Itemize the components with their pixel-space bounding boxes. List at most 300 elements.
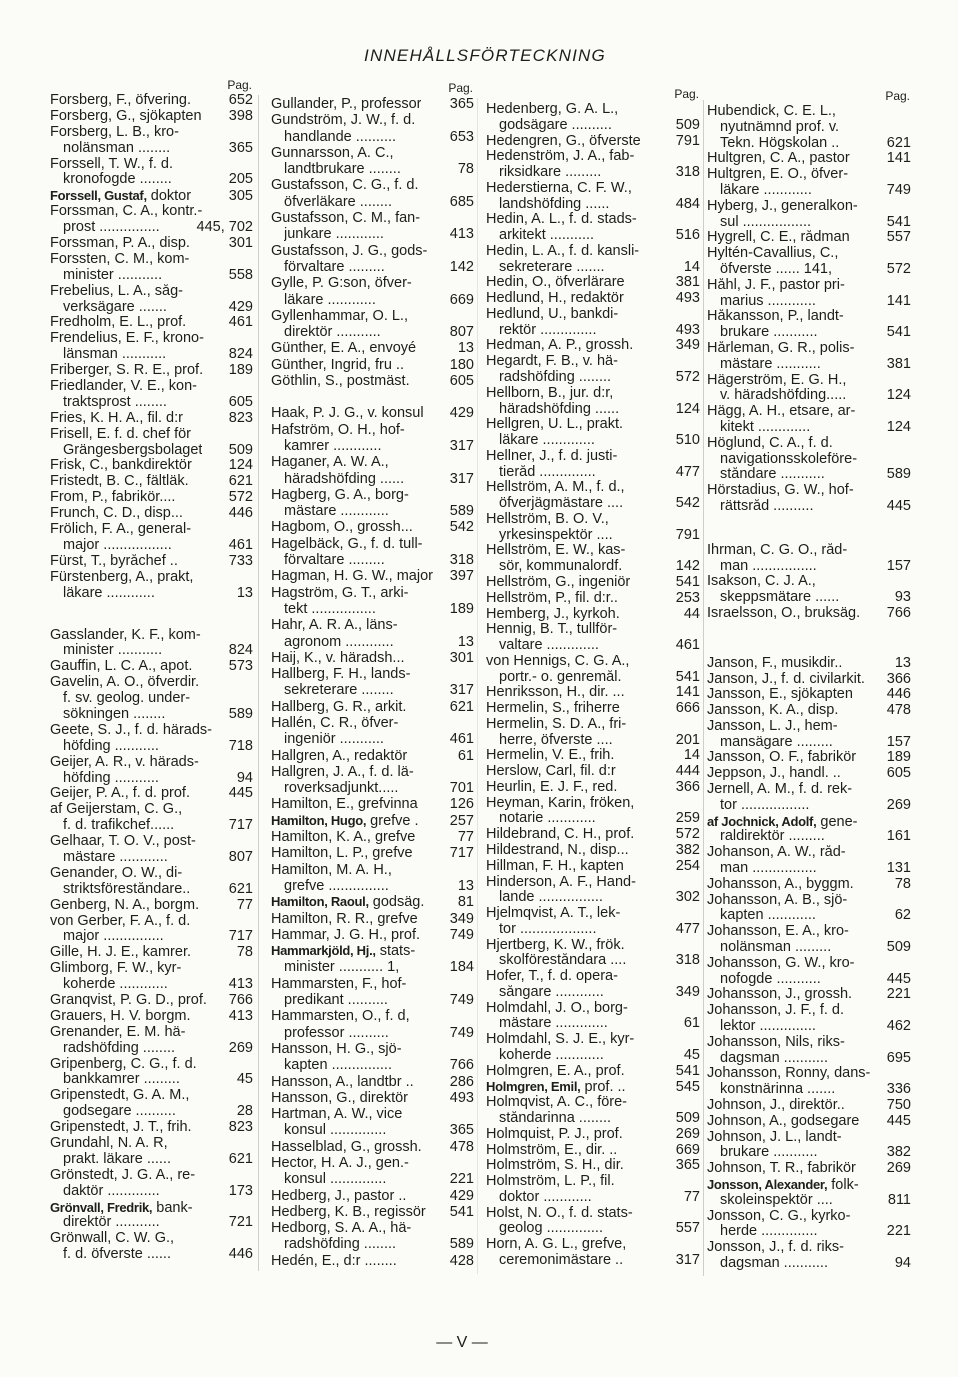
column-sections (50, 93, 253, 1263)
column-sections (271, 96, 474, 1269)
entry-text: Jansson, K. A., disp. (707, 703, 839, 719)
index-entry (707, 782, 911, 814)
index-entry (50, 331, 253, 363)
entry-page-number: 541 (675, 1063, 700, 1079)
entry-line (486, 512, 700, 528)
index-entry (707, 1130, 911, 1162)
entry-page-number: 269 (228, 1040, 253, 1056)
entry-line (50, 538, 253, 554)
entry-line (50, 1057, 253, 1073)
entry-line (707, 373, 911, 389)
entry-line (707, 845, 911, 861)
index-entry (50, 458, 253, 474)
entry-page-number: 78 (894, 876, 911, 892)
entry-text: verksägare ....... (63, 299, 167, 315)
entry-text: Hansson, H. G., sjö- (271, 1040, 402, 1057)
entry-line (707, 262, 911, 278)
entry-line (707, 467, 911, 483)
entry-text: Hafström, O. H., hof- (271, 421, 405, 438)
index-entry (486, 717, 700, 749)
entry-line (50, 1009, 253, 1025)
entry-line (50, 522, 253, 538)
entry-name-bold: Forssell, Gustaf, (50, 188, 147, 204)
entry-text: Höglund, C. A., f. d. (707, 435, 833, 451)
entry-line (271, 976, 474, 992)
entry-text: Hedenström, J. A., fab- (486, 149, 635, 165)
entry-text: Hillman, F. H., kapten (486, 858, 624, 874)
page-title: INNEHÅLLSFÖRTECKNING (364, 46, 606, 65)
entry-text: Hägerström, E. G. H., (707, 372, 847, 388)
entry-line (50, 363, 253, 379)
entry-line (50, 347, 253, 363)
entry-page-number: 445 (886, 498, 911, 514)
entry-page-number: 493 (675, 322, 700, 338)
index-entry (271, 1074, 474, 1090)
entry-page-number: 541 (886, 325, 911, 341)
entry-page-number: 77 (683, 1189, 700, 1205)
index-entry (50, 125, 253, 157)
entry-line (50, 818, 253, 834)
entry-line (486, 275, 700, 291)
entry-line (707, 357, 911, 373)
entry-text: dagsman ........... (720, 1050, 828, 1066)
entry-line (50, 204, 253, 220)
entry-line (271, 634, 474, 650)
index-entry (486, 622, 700, 654)
index-entry (50, 866, 253, 898)
index-entry (707, 987, 911, 1003)
entry-line (271, 845, 474, 861)
entry-line (486, 953, 700, 969)
entry-line (271, 1041, 474, 1057)
index-entry (707, 574, 911, 606)
entry-line (707, 341, 911, 357)
entry-line (707, 215, 911, 231)
entry-line (707, 120, 911, 136)
entry-text: Jernell, A. M., f. d. rek- (707, 782, 853, 798)
index-entry (707, 246, 911, 278)
entry-line (707, 861, 911, 877)
entry-line (486, 323, 700, 339)
index-entry (486, 607, 700, 623)
entry-text: Hedin, L. A., f. d. kansli- (486, 243, 640, 259)
entry-line (486, 701, 700, 717)
entry-page-number: 749 (449, 926, 474, 943)
entry-page-number: 717 (228, 929, 253, 945)
entry-line (271, 308, 474, 324)
entry-line (271, 1253, 474, 1269)
entry-text: Hedlund, H., redaktör (486, 291, 624, 307)
entry-page-number: 124 (886, 388, 911, 404)
entry-line (707, 151, 911, 167)
entry-page-number: 173 (228, 1183, 253, 1199)
entry-text: nofogde ........... (720, 971, 821, 987)
entry-text: Hedin, A. L., f. d. stads- (486, 212, 637, 228)
entry-text: Holmström, E., dir. .. (486, 1142, 618, 1158)
entry-text: Grundahl, N. A. R, (50, 1136, 168, 1151)
entry-line (50, 109, 253, 125)
entry-text: Johansson, Ronny, dans- (707, 1066, 871, 1082)
entry-line (271, 536, 474, 552)
entry-page-number: 81 (457, 894, 474, 911)
entry-text: förvaltare ......... (284, 552, 385, 569)
entry-text: höfding ........... (63, 738, 159, 754)
entry-page-number: 717 (228, 818, 253, 834)
entry-line (707, 420, 911, 436)
entry-line (271, 145, 474, 161)
entry-page-number: 669 (675, 1142, 700, 1158)
entry-page-number: 695 (886, 1050, 911, 1066)
entry-line (271, 650, 474, 666)
entry-name-bold: Jonsson, Alexander, (707, 1177, 828, 1192)
entry-text: Hedlund, U., bankdi- (486, 306, 619, 322)
entry-line (486, 212, 700, 228)
entry-line (271, 129, 474, 145)
index-entry (50, 1231, 253, 1263)
entry-line (50, 1088, 253, 1104)
entry-text: Frölich, F. A., general- (50, 522, 192, 538)
entry-text: kronofogde ........ (63, 172, 172, 188)
index-entry (271, 748, 474, 764)
index-entry (486, 1032, 700, 1064)
index-entry (707, 151, 911, 167)
entry-line (486, 654, 700, 670)
entry-line (486, 1143, 700, 1159)
index-entry (271, 1008, 474, 1041)
entry-line (271, 503, 474, 519)
entry-line (486, 559, 700, 575)
index-entry (50, 236, 253, 252)
entry-line (707, 309, 911, 325)
entry-page-number: 365 (228, 140, 253, 156)
entry-line (707, 246, 911, 262)
entry-text: f. d. öfverste ...... (63, 1247, 171, 1263)
entry-text: Hemberg, J., kyrkoh. (486, 606, 620, 622)
entry-text: riksidkare ......... (499, 165, 602, 181)
entry-page-number: 589 (449, 1236, 474, 1253)
entry-page-number: 461 (228, 537, 253, 553)
entry-line (271, 682, 474, 698)
index-entry (486, 875, 700, 907)
entry-line (486, 859, 700, 875)
entry-text: Geete, S. J., f. d. härads- (50, 722, 212, 738)
entry-line (707, 766, 911, 782)
entry-line (271, 943, 474, 959)
index-entry (486, 1143, 700, 1159)
entry-page-number: 477 (675, 921, 700, 937)
entry-line (486, 1237, 700, 1253)
index-entry (486, 543, 700, 575)
entry-text: Johnson, J. L., landt- (707, 1129, 842, 1145)
index-entry (50, 945, 253, 961)
entry-page-number: 157 (886, 734, 911, 750)
entry-page-number: 28 (236, 1104, 253, 1120)
entry-line (50, 786, 253, 802)
entry-page-number: 824 (228, 347, 253, 363)
entry-text: Hultgren, C. A., pastor (707, 151, 850, 167)
entry-text: Günther, Ingrid, fru .. (271, 356, 404, 373)
entry-text: häradshöfding ...... (284, 470, 405, 487)
entry-text: Hammarsten, O., f. d, (271, 1008, 410, 1025)
entry-page-number: 429 (449, 1187, 474, 1204)
entry-text: Hammar, J. G. H., prof. (271, 926, 421, 943)
entry-line (707, 687, 911, 703)
entry-page-number: 791 (675, 527, 700, 543)
page-number-footer: — V — (436, 1334, 488, 1351)
entry-text: von Hennigs, C. G. A., (486, 653, 630, 669)
entry-line (486, 622, 700, 638)
entry-text: nolänsman ......... (720, 940, 832, 956)
entry-text: Hildestrand, N., disp... (486, 842, 629, 858)
entry-text: Günther, E. A., envoyé (271, 340, 417, 357)
entry-line (486, 370, 700, 386)
entry-text: Friberger, S. R. E., prof. (50, 363, 204, 379)
index-entry (486, 1206, 700, 1238)
entry-text: Jonsson, J., f. d. riks- (707, 1240, 844, 1256)
index-entry (50, 1200, 253, 1232)
entry-line (271, 357, 474, 373)
index-entry (50, 554, 253, 570)
index-entry (50, 993, 253, 1009)
entry-line (50, 1247, 253, 1263)
entry-text: Gavelin, A. O., öfverdir. (50, 675, 200, 691)
entry-page-number: 446 (228, 506, 253, 522)
index-entry (271, 813, 474, 829)
entry-text: Holmdahl, S. J. E., kyr- (486, 1032, 635, 1048)
entry-line (486, 149, 700, 165)
entry-text: Gille, H. J. E., kamrer. (50, 945, 191, 961)
entry-line (50, 379, 253, 395)
entry-text: junkare ............ (284, 226, 384, 243)
entry-line (271, 813, 474, 829)
entry-line (486, 1190, 700, 1206)
index-entry (271, 422, 474, 455)
entry-line (486, 811, 700, 827)
entry-line (50, 1072, 253, 1088)
entry-text: läkare ............. (499, 433, 595, 449)
entry-text: Haak, P. J. G., v. konsul (271, 405, 424, 422)
entry-line (50, 977, 253, 993)
entry-line (271, 1106, 474, 1122)
entry-line (486, 1016, 700, 1032)
entry-line (486, 338, 700, 354)
index-entry (271, 357, 474, 373)
entry-line (50, 315, 253, 331)
entry-text: mästare ........... (720, 356, 821, 372)
entry-line (271, 1204, 474, 1220)
entry-line (486, 1253, 700, 1269)
entry-text: Hagberg, G. A., borg- (271, 486, 409, 503)
entry-text: Hallgren, J. A., f. d. lä- (271, 763, 414, 780)
entry-page-number: 141 (886, 293, 911, 309)
entry-text: Forsberg, L. B., kro- (50, 124, 179, 140)
entry-text: Hennig, B. T., tullför- (486, 622, 618, 638)
entry-line (271, 666, 474, 682)
index-entry (707, 1177, 911, 1209)
entry-page-number: 141 (675, 685, 700, 701)
entry-text: Hyltén-Cavallius, C., (707, 246, 839, 262)
entry-text: Glimborg, F. W., kyr- (50, 961, 182, 977)
entry-page-number: 142 (449, 258, 474, 275)
entry-text: Gripenstedt, G. A. M., (50, 1088, 190, 1104)
entry-text: yrkesinspektör .... (499, 527, 613, 543)
index-entry (707, 199, 911, 231)
entry-page-number: 269 (886, 797, 911, 813)
entry-line (271, 959, 474, 975)
entry-text: Fürst, T., byråchef .. (50, 553, 178, 569)
index-entry (50, 93, 253, 109)
entry-line (486, 685, 700, 701)
entry-line (707, 590, 911, 606)
entry-text: länsman ........... (63, 347, 167, 363)
index-entry (486, 212, 700, 244)
entry-text: folk- (831, 1178, 859, 1193)
entry-text: ingeniör ........... (284, 731, 384, 748)
entry-line (271, 275, 474, 291)
entry-text: dagsman ........... (720, 1255, 828, 1271)
entry-line (707, 452, 911, 468)
entry-text: f. sv. geolog. under- (63, 691, 191, 707)
entry-line (486, 1001, 700, 1017)
entry-text: Genander, O. W., di- (50, 865, 183, 881)
entry-line (486, 260, 700, 276)
entry-page-number: 413 (449, 226, 474, 243)
entry-text: Hallberg, G. R., arkit. (271, 698, 407, 715)
entry-line (271, 422, 474, 438)
entry-page-number: 45 (236, 1072, 253, 1088)
entry-line (707, 1114, 911, 1130)
entry-text: Israelsson, O., bruksäg. (707, 605, 861, 621)
entry-page-number: 349 (675, 338, 700, 354)
entry-line (50, 125, 253, 141)
index-entry (50, 522, 253, 554)
entry-line (486, 796, 700, 812)
entry-page-number: 398 (228, 108, 253, 124)
index-entry (707, 1161, 911, 1177)
entry-text: navigationsskoleföre- (720, 451, 858, 467)
index-entry (707, 1209, 911, 1241)
entry-text: mansägare ......... (720, 734, 833, 750)
entry-line (707, 1209, 911, 1225)
entry-text: radshöfding ........ (63, 1040, 176, 1056)
index-entry (486, 1158, 700, 1174)
entry-line (271, 194, 474, 210)
entry-text: Hagström, G. T., arki- (271, 584, 409, 601)
index-entry (707, 104, 911, 151)
index-entry (50, 363, 253, 379)
entry-text: Hahr, A. R. A., läns- (271, 617, 398, 634)
entry-text: bankkamrer ......... (63, 1072, 180, 1088)
entry-line (486, 1158, 700, 1174)
entry-page-number: 413 (228, 1008, 253, 1024)
entry-page-number: 509 (886, 940, 911, 956)
entry-line (486, 733, 700, 749)
entry-line (486, 1032, 700, 1048)
entry-line (707, 499, 911, 515)
entry-text: Haij, K., v. häradsh... (271, 649, 405, 666)
entry-line (271, 210, 474, 226)
index-entry (486, 575, 700, 591)
index-entry (271, 943, 474, 976)
index-column-3 (486, 87, 700, 1269)
index-entry (707, 341, 911, 373)
index-entry (486, 291, 700, 307)
entry-page-number: 381 (675, 275, 700, 291)
index-entry (50, 427, 253, 459)
entry-line (271, 519, 474, 535)
entry-name-bold: af Jochnick, Adolf, (707, 813, 817, 829)
entry-text: Ihrman, C. G. O., råd- (707, 542, 848, 558)
entry-line (50, 458, 253, 474)
entry-text: Hörstadius, G. W., hof- (707, 483, 854, 499)
entry-text: landtbrukare ........ (284, 161, 401, 178)
entry-text: Hermelin, S. D. A., fri- (486, 716, 627, 732)
entry-text: Johansson, J., grossh. (707, 987, 853, 1003)
entry-page-number: 302 (675, 890, 700, 906)
entry-page-number: 605 (886, 766, 911, 782)
index-entry (50, 188, 253, 204)
entry-page-number: 45 (683, 1047, 700, 1063)
entry-page-number: 791 (675, 133, 700, 149)
entry-page-number: 461 (228, 315, 253, 331)
entry-line (707, 294, 911, 310)
entry-page-number: 572 (675, 827, 700, 843)
entry-page-number: 509 (228, 442, 253, 458)
entry-line (707, 798, 911, 814)
entry-text: Holst, N. O., f. d. stats- (486, 1205, 633, 1221)
index-section (486, 102, 700, 1269)
index-section (707, 656, 911, 1272)
entry-page-number: 461 (675, 638, 700, 654)
entry-text: Hedberg, J., pastor .. (271, 1187, 407, 1204)
entry-text: Forssman, C. A., kontr.- (50, 204, 203, 220)
entry-line (486, 591, 700, 607)
index-entry (50, 157, 253, 189)
entry-text: doktor (150, 189, 192, 205)
index-entry (271, 96, 474, 112)
index-entry (707, 309, 911, 341)
entry-line (271, 894, 474, 910)
entry-line (271, 292, 474, 308)
entry-page-number: 349 (449, 910, 474, 927)
entry-line (50, 802, 253, 818)
index-entry (707, 1114, 911, 1130)
entry-text: minister ........... (63, 267, 163, 283)
entry-page-number: 349 (675, 984, 700, 1000)
entry-text: professor .......... (284, 1024, 389, 1041)
index-entry (707, 766, 911, 782)
index-entry (486, 1095, 700, 1127)
entry-page-number: 124 (886, 419, 911, 435)
entry-page-number: 445, 702 (196, 220, 253, 236)
entry-line (271, 748, 474, 764)
entry-text: konsul .............. (284, 1122, 387, 1139)
index-entry (50, 379, 253, 411)
index-entry (50, 204, 253, 236)
entry-text: Håkansson, P., landt- (707, 309, 844, 325)
entry-page-number: 429 (228, 299, 253, 315)
entry-text: koherde ............ (63, 977, 168, 993)
index-entry (707, 373, 911, 405)
entry-line (707, 1130, 911, 1146)
entry-line (707, 388, 911, 404)
entry-line (486, 496, 700, 512)
entry-line (486, 134, 700, 150)
entry-text: af Geijerstam, C. G., (50, 802, 183, 818)
index-entry (271, 585, 474, 618)
index-entry (486, 354, 700, 386)
entry-line (486, 575, 700, 591)
